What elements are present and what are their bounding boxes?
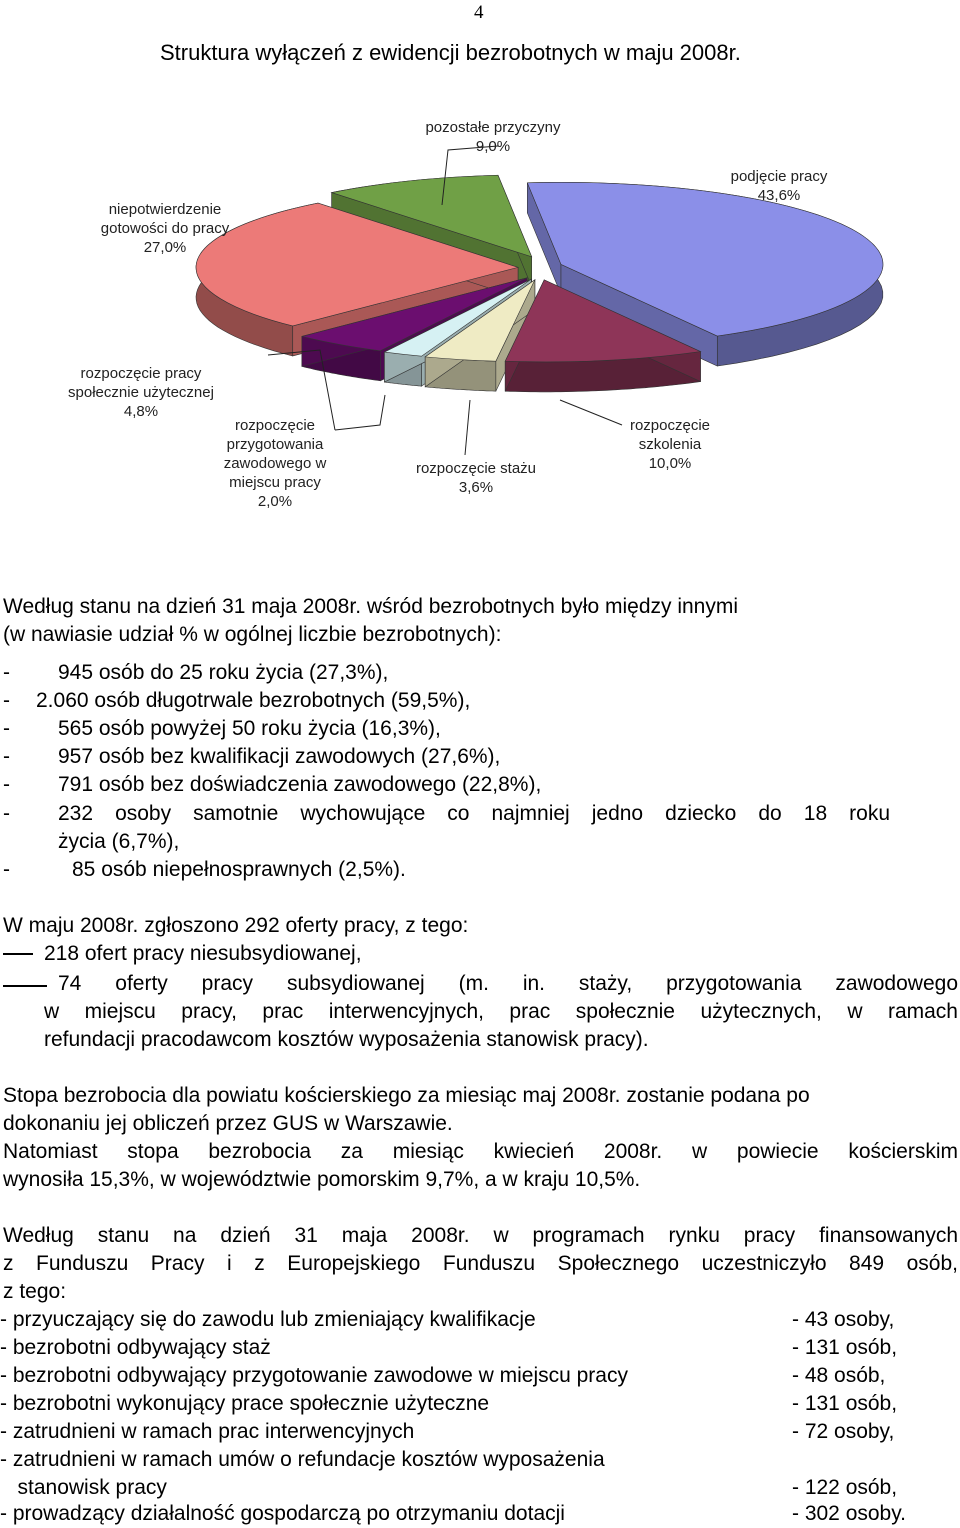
offer-item-2-line1: 74 oferty pracy subsydiowanej (m. in. staży, przygotowania zawodowego — [58, 972, 958, 995]
slice-label-niepotwierdzenie: niepotwierdzenie gotowości do pracy 27,0% — [100, 201, 230, 256]
program-value: - 302 osoby. — [792, 1502, 907, 1525]
list-dash: - — [3, 717, 10, 740]
list-item: 791 osób bez doświadczenia zawodowego (22,8%), — [58, 773, 542, 796]
program-value: - 122 osób, — [792, 1476, 898, 1499]
pie-chart — [0, 80, 960, 520]
slice-label-przygotowanie: rozpoczęcie przygotowania zawodowego w miejscu pracy 2,0% — [223, 417, 327, 510]
list-item: 232 osoby samotnie wychowujące co najmniej jedno dziecko do 18 roku — [58, 802, 890, 825]
list-dash: - — [3, 661, 10, 684]
program-label: - prowadzący działalność gospodarczą po otrzymaniu dotacji — [0, 1502, 565, 1525]
program-label: - przyuczający się do zawodu lub zmieniający kwalifikacje — [0, 1308, 536, 1331]
slice-label-pozostale: pozostałe przyczyny 9,0% — [425, 119, 561, 155]
leader-line-szkolenia — [560, 400, 622, 425]
list-dash: - — [3, 858, 10, 881]
slice-label-podjecie: podjęcie pracy 43,6% — [730, 168, 828, 204]
list-dash: - — [3, 802, 10, 825]
list-item: 565 osób powyżej 50 roku życia (16,3%), — [58, 717, 441, 740]
slice-label-spoleczne: rozpoczęcie pracy społecznie użytecznej 4,8% — [68, 365, 214, 420]
list-dash: - — [3, 745, 10, 768]
chart-title: Struktura wyłączeń z ewidencji bezrobotnych w maju 2008r. — [160, 40, 741, 65]
program-label: - bezrobotni wykonujący prace społecznie użyteczne — [0, 1392, 490, 1415]
para3-line2: dokonaniu jej obliczeń przez GUS w Warszawie. — [3, 1112, 453, 1135]
slice-label-szkolenia: rozpoczęcie szkolenia 10,0% — [629, 417, 711, 472]
para1-line1: Według stanu na dzień 31 maja 2008r. wśród bezrobotnych było między innymi — [3, 595, 739, 618]
program-value: - 131 osób, — [792, 1336, 898, 1359]
list-item: 2.060 osób długotrwale bezrobotnych (59,5%), — [36, 689, 471, 712]
program-label: - bezrobotni odbywający przygotowanie zawodowe w miejscu pracy — [0, 1364, 628, 1387]
para4-line2: z Funduszu Pracy i z Europejskiego Funduszu Społecznego uczestniczyło 849 osób, — [3, 1252, 958, 1275]
list-dash: - — [3, 773, 10, 796]
para4-line1: Według stanu na dzień 31 maja 2008r. w programach rynku pracy finansowanych — [3, 1224, 958, 1247]
para3-line1: Stopa bezrobocia dla powiatu kościerskiego za miesiąc maj 2008r. zostanie podana po — [3, 1084, 810, 1107]
list-item: 85 osób niepełnosprawnych (2,5%). — [72, 858, 406, 881]
para3-line3: Natomiast stopa bezrobocia za miesiąc kwiecień 2008r. w powiecie kościerskim — [3, 1140, 958, 1163]
slice-label-staz: rozpoczęcie stażu 3,6% — [415, 460, 537, 496]
para4-line3: z tego: — [3, 1280, 67, 1303]
list-item: 957 osób bez kwalifikacji zawodowych (27,6%), — [58, 745, 501, 768]
program-label: - bezrobotni odbywający staż — [0, 1336, 271, 1359]
program-label: - zatrudnieni w ramach umów o refundacje kosztów wyposażenia — [0, 1448, 605, 1471]
page-number: 4 — [474, 2, 484, 23]
para3-line4: wynosiła 15,3%, w województwie pomorskim 9,7%, a w kraju 10,5%. — [3, 1168, 641, 1191]
dash-marker — [3, 985, 47, 987]
program-value: - 72 osoby, — [792, 1420, 895, 1443]
program-label-continued: stanowisk pracy — [0, 1476, 167, 1499]
program-value: - 131 osób, — [792, 1392, 898, 1415]
program-label: - zatrudnieni w ramach prac interwencyjnych — [0, 1420, 415, 1443]
offer-item-2-line3: refundacji pracodawcom kosztów wyposażenia stanowisk pracy). — [44, 1028, 649, 1051]
dash-marker — [3, 953, 33, 955]
para2-line1: W maju 2008r. zgłoszono 292 oferty pracy, z tego: — [3, 914, 469, 937]
list-dash: - — [3, 689, 10, 712]
offer-item-1: 218 ofert pracy niesubsydiowanej, — [44, 942, 362, 965]
para1-line2: (w nawiasie udział % w ogólnej liczbie bezrobotnych): — [3, 623, 502, 646]
program-value: - 43 osoby, — [792, 1308, 895, 1331]
list-item-continued: życia (6,7%), — [58, 830, 180, 853]
leader-line-staz — [465, 400, 470, 455]
offer-item-2-line2: w miejscu pracy, prac interwencyjnych, prac społecznie użytecznych, w ramach — [44, 1000, 958, 1023]
program-value: - 48 osób, — [792, 1364, 886, 1387]
leader-line-przygotowanie — [335, 395, 385, 430]
list-item: 945 osób do 25 roku życia (27,3%), — [58, 661, 389, 684]
